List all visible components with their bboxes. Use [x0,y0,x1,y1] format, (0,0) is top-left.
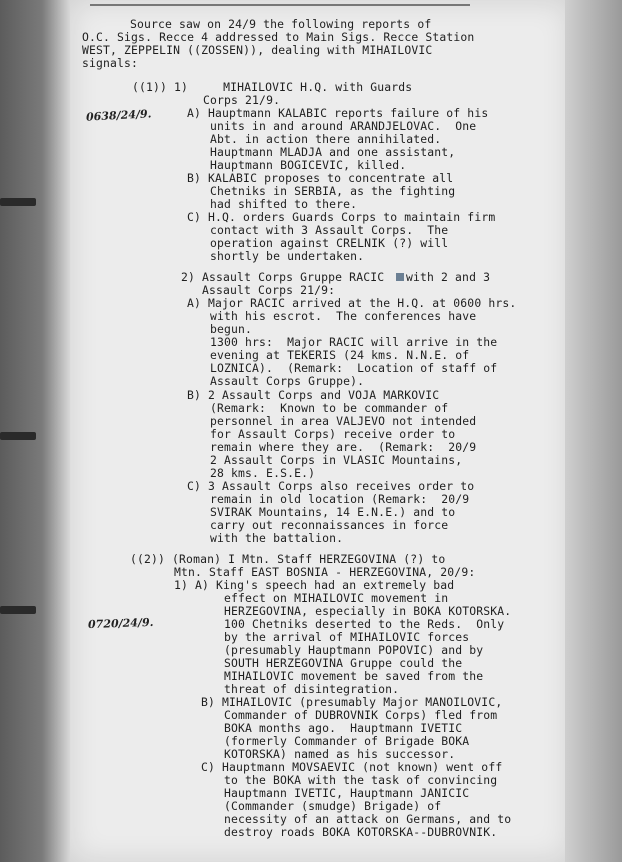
text-line: by the arrival of MIHAILOVIC forces [224,630,470,644]
text-line: Mtn. Staff EAST BOSNIA - HERZEGOVINA, 20/9: [174,565,476,579]
text-line: effect on MIHAILOVIC movement in [224,591,449,605]
text-line: signals: [82,56,139,70]
punch-hole-mark [0,198,36,206]
text-line: 1300 hrs: Major RACIC will arrive in the [210,335,498,349]
text-line: O.C. Sigs. Recce 4 addressed to Main Sigs. Recce Station [82,30,475,44]
handwritten-time-note: 0638/24/9. [85,107,152,124]
text-line: remain in old location (Remark: 20/9 [210,492,470,506]
top-rule [90,4,470,6]
text-line: BOKA months ago. Hauptmann IVETIC [224,721,463,735]
text-line: shortly be undertaken. [210,249,365,263]
subsection-heading: 2) Assault Corps Gruppe RACIC [181,270,385,284]
text-line: Hauptmann IVETIC, Hauptmann JANICIC [224,786,470,800]
text-line: Chetniks in SERBIA, as the fighting [210,184,456,198]
text-line: Abt. in action there annihilated. [210,132,442,146]
text-line: begun. [210,322,253,336]
text-line: C) H.Q. orders Guards Corps to maintain firm [187,210,496,224]
text-line: Corps 21/9. [203,93,281,107]
text-line: A) Hauptmann KALABIC reports failure of his [187,106,489,120]
text-line: SVIRAK Mountains, 14 E.N.E.) and to [210,505,456,519]
text-line: threat of disintegration. [224,682,400,696]
text-line: to the BOKA with the task of convincing [224,773,498,787]
text-line: B) MIHAILOVIC (presumably Major MANOILOVIC, [201,695,503,709]
text-line: with his escrot. The conferences have [210,309,477,323]
text-line: units in and around ARANDJELOVAC. One [210,119,477,133]
text-line: 28 kms. E.S.E.) [210,466,316,480]
text-line: evening at TEKERIS (24 kms. N.N.E. of [210,348,470,362]
text-line: personnel in area VALJEVO not intended [210,414,477,428]
punch-hole-mark [0,606,36,614]
text-line: 1) A) King's speech had an extremely bad [174,578,455,592]
text-line: Hauptmann BOGICEVIC, killed. [210,158,407,172]
text-line: carry out reconnaissances in force [210,518,449,532]
text-line: Hauptmann MLADJA and one assistant, [210,145,456,159]
text-line: with 2 and 3 [406,270,491,284]
text-line: Source saw on 24/9 the following reports of [130,17,432,31]
text-line: with the battalion. [210,531,344,545]
section-heading: ((2)) (Roman) I Mtn. Staff HERZEGOVINA (?) to [130,552,446,566]
scan-left-border [0,0,70,862]
ink-smudge [396,273,404,281]
text-line: B) KALABIC proposes to concentrate all [187,171,454,185]
text-line: C) Hauptmann MOVSAEVIC (not known) went off [201,760,503,774]
text-line: operation against CRELNIK (?) will [210,236,449,250]
text-line: HERZEGOVINA, especially in BOKA KOTORSKA. [224,604,512,618]
text-line: WEST, ZEPPELIN ((ZOSSEN)), dealing with MIHAILOVIC [82,43,433,57]
text-line: SOUTH HERZEGOVINA Gruppe could the [224,656,463,670]
handwritten-time-note: 0720/24/9. [87,615,154,632]
text-line: Assault Corps 21/9: [202,283,336,297]
text-line: remain where they are. (Remark: 20/9 [210,440,477,454]
text-line: 2 Assault Corps in VLASIC Mountains, [210,453,463,467]
text-line: Commander of DUBROVNIK Corps) fled from [224,708,498,722]
punch-hole-mark [0,432,36,440]
text-line: A) Major RACIC arrived at the H.Q. at 0600 hrs. [187,296,517,310]
text-line: (Commander (smudge) Brigade) of [224,799,442,813]
text-line: LOZNICA). (Remark: Location of staff of [210,361,498,375]
text-line: MIHAILOVIC movement be saved from the [224,669,484,683]
text-line: contact with 3 Assault Corps. The [210,223,449,237]
page-shadow-edge [565,0,622,862]
text-line: 100 Chetniks deserted to the Reds. Only [224,617,505,631]
text-line: (Remark: Known to be commander of [210,401,449,415]
text-line: necessity of an attack on Germans, and to [224,812,512,826]
text-line: destroy roads BOKA KOTORSKA--DUBROVNIK. [224,825,498,839]
text-line: C) 3 Assault Corps also receives order to [187,479,475,493]
text-line: B) 2 Assault Corps and VOJA MARKOVIC [187,388,440,402]
text-line: for Assault Corps) receive order to [210,427,456,441]
text-line: (formerly Commander of Brigade BOKA [224,734,470,748]
section-heading: ((1)) 1) MIHAILOVIC H.Q. with Guards [132,80,413,94]
text-line: KOTORSKA) named as his successor. [224,747,456,761]
text-line: had shifted to there. [210,197,358,211]
text-line: Assault Corps Gruppe). [210,374,365,388]
text-line: (presumably Hauptmann POPOVIC) and by [224,643,484,657]
